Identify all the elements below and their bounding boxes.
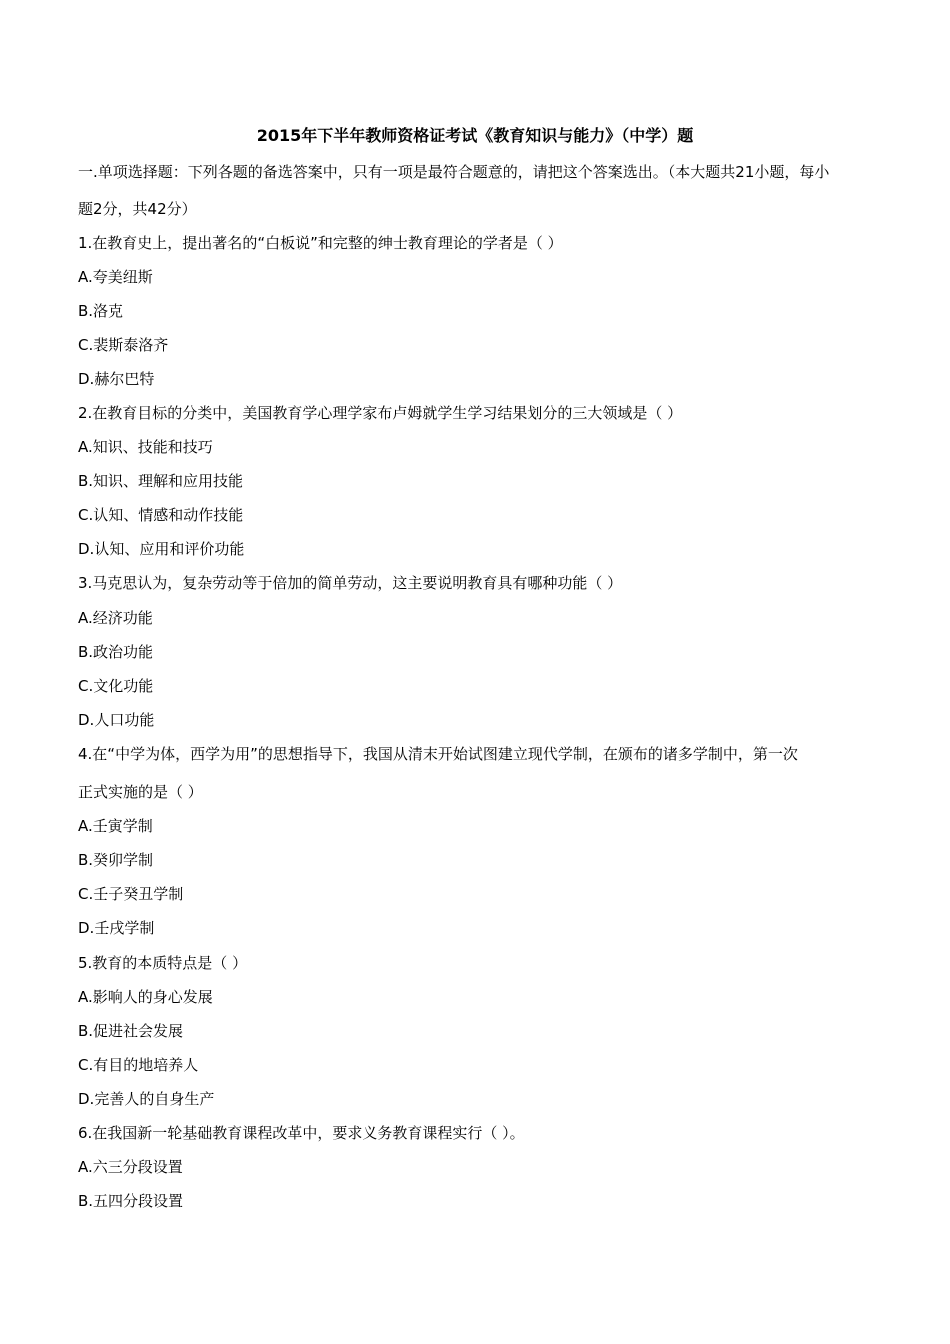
question-1-option-b: B.洛克 [78, 302, 124, 320]
question-2-option-a: A.知识、技能和技巧 [78, 438, 213, 456]
question-1-option-c: C.裴斯泰洛齐 [78, 336, 169, 354]
question-4-stem-line-1: 4.在“中学为体，西学为用”的思想指导下，我国从清末开始试图建立现代学制，在颁布的诸多学制中，第一次 [78, 745, 798, 763]
question-3-option-a: A.经济功能 [78, 609, 153, 627]
question-5-stem: 5.教育的本质特点是（ ） [78, 954, 248, 972]
instructions-line-2: 题2分，共42分） [78, 200, 197, 218]
question-2-option-b: B.知识、理解和应用技能 [78, 472, 244, 490]
question-3-option-d: D.人口功能 [78, 711, 155, 729]
question-1-option-d: D.赫尔巴特 [78, 370, 155, 388]
question-4-stem-line-2: 正式实施的是（ ） [78, 783, 203, 801]
question-2-option-d: D.认知、应用和评价功能 [78, 540, 245, 558]
question-1-option-a: A.夸美纽斯 [78, 268, 153, 286]
question-4-option-c: C.壬子癸丑学制 [78, 885, 184, 903]
question-2-stem: 2.在教育目标的分类中，美国教育学心理学家布卢姆就学生学习结果划分的三大领域是（ ） [78, 404, 683, 422]
question-6-option-a: A.六三分段设置 [78, 1158, 183, 1176]
question-3-option-c: C.文化功能 [78, 677, 154, 695]
question-3-stem: 3.马克思认为，复杂劳动等于倍加的简单劳动，这主要说明教育具有哪种功能（ ） [78, 574, 623, 592]
question-4-option-b: B.癸卯学制 [78, 851, 154, 869]
question-3-option-b: B.政治功能 [78, 643, 154, 661]
question-4-option-d: D.壬戌学制 [78, 919, 155, 937]
question-5-option-b: B.促进社会发展 [78, 1022, 184, 1040]
question-5-option-d: D.完善人的自身生产 [78, 1090, 215, 1108]
question-1-stem: 1.在教育史上，提出著名的“白板说”和完整的绅士教育理论的学者是（ ） [78, 234, 563, 252]
document-title: 2015年下半年教师资格证考试《教育知识与能力》（中学）题 [256, 126, 694, 145]
question-6-stem: 6.在我国新一轮基础教育课程改革中，要求义务教育课程实行（ ）。 [78, 1124, 525, 1142]
question-4-option-a: A.壬寅学制 [78, 817, 153, 835]
question-5-option-a: A.影响人的身心发展 [78, 988, 213, 1006]
question-6-option-b: B.五四分段设置 [78, 1192, 184, 1210]
question-2-option-c: C.认知、情感和动作技能 [78, 506, 244, 524]
instructions-line-1: 一.单项选择题：下列各题的备选答案中，只有一项是最符合题意的，请把这个答案选出。（本大题共21小题，每小 [78, 163, 830, 181]
question-5-option-c: C.有目的地培养人 [78, 1056, 199, 1074]
